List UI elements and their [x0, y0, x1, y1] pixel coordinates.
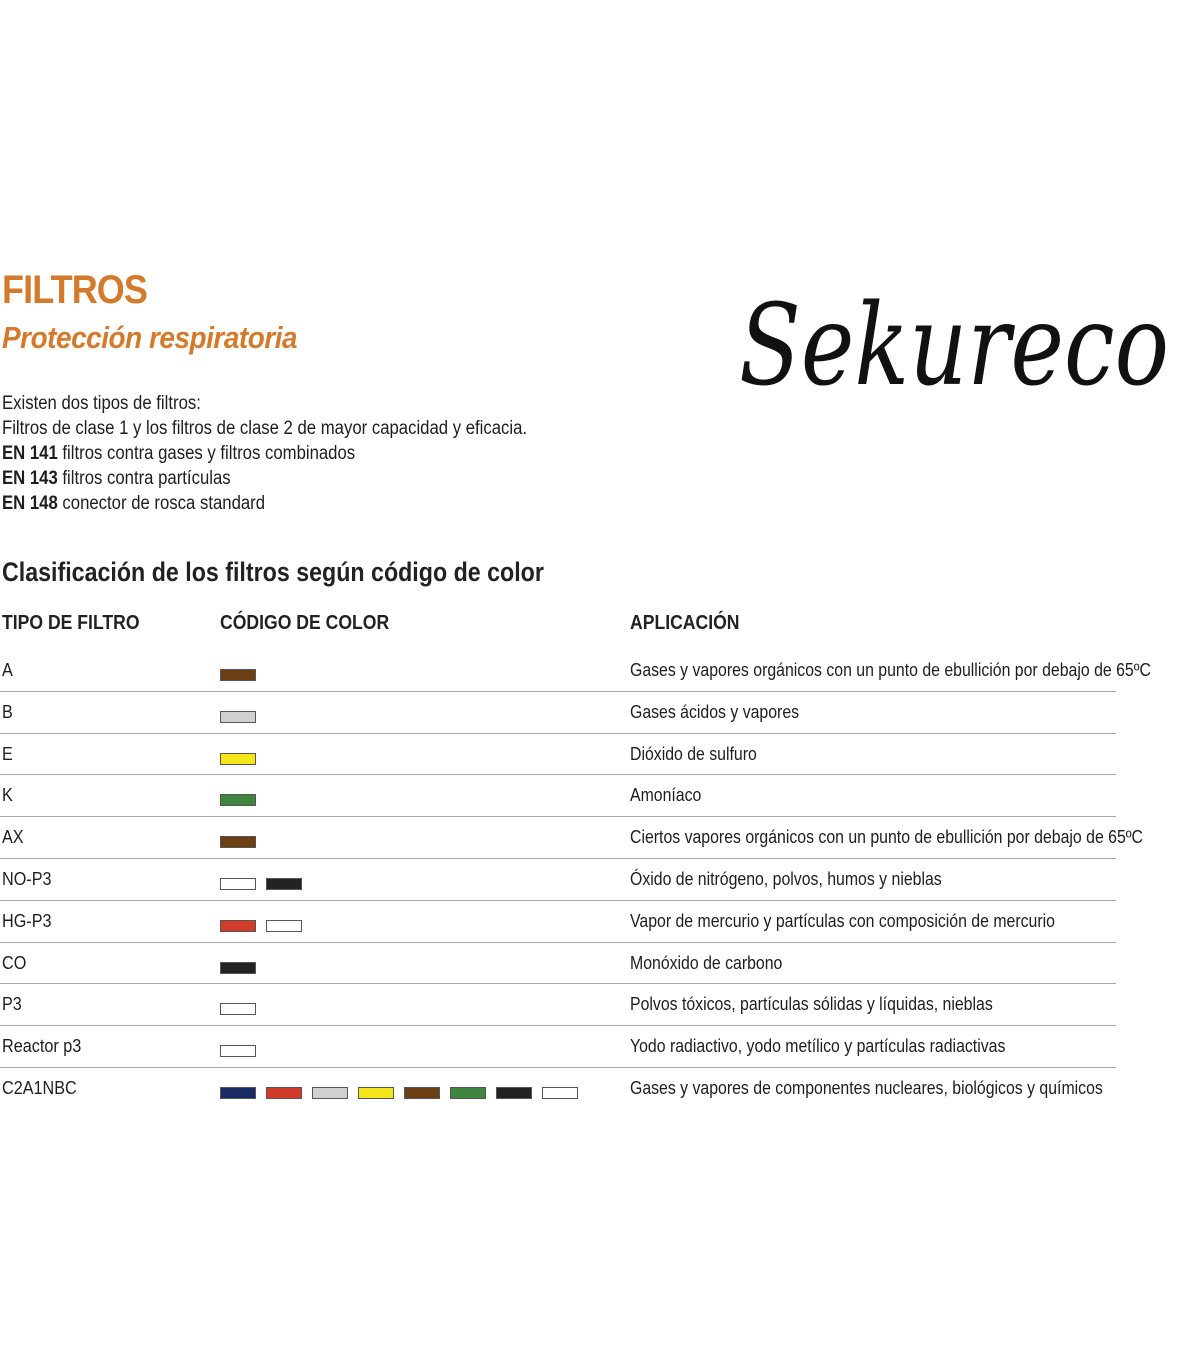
filter-application: Gases ácidos y vapores — [630, 701, 800, 722]
intro-line: Existen dos tipos de filtros: — [2, 393, 201, 414]
color-swatch — [266, 920, 302, 932]
color-code — [220, 878, 302, 890]
filter-type: B — [2, 701, 13, 722]
standard-text: filtros contra gases y filtros combinados — [57, 443, 356, 464]
color-swatch — [220, 753, 256, 765]
color-swatch — [312, 1087, 348, 1099]
column-header-type: TIPO DE FILTRO — [2, 612, 140, 634]
intro-line: Filtros de clase 1 y los filtros de clase 2 de mayor capacidad y eficacia. — [2, 418, 528, 439]
color-code — [220, 1045, 256, 1057]
filter-application: Gases y vapores orgánicos con un punto de ebullición por debajo de 65ºC — [630, 660, 1151, 680]
filter-type: Reactor p3 — [2, 1036, 82, 1057]
table-row — [0, 984, 1200, 1026]
color-swatch — [220, 669, 256, 681]
color-swatch — [220, 1087, 256, 1099]
filter-type: K — [2, 785, 13, 806]
table-row — [0, 1068, 1200, 1110]
filter-table — [0, 650, 1200, 1110]
standard-text: filtros contra partículas — [57, 468, 231, 489]
filter-type: P3 — [2, 994, 22, 1015]
page-title: FILTROS — [2, 268, 148, 312]
color-swatch — [220, 878, 256, 890]
filter-application: Óxido de nitrógeno, polvos, humos y nieblas — [630, 868, 942, 889]
standard-code: EN 143 — [2, 468, 58, 489]
table-row — [0, 901, 1200, 943]
standard-code: EN 148 — [2, 493, 58, 514]
table-row — [0, 817, 1200, 859]
column-header-application: APLICACIÓN — [630, 612, 740, 634]
filter-application: Monóxido de carbono — [630, 952, 783, 973]
filter-type: A — [2, 660, 13, 680]
filter-type: CO — [2, 952, 27, 973]
color-swatch — [450, 1087, 486, 1099]
color-swatch — [542, 1087, 578, 1099]
color-swatch — [220, 836, 256, 848]
color-swatch — [496, 1087, 532, 1099]
standard-text: conector de rosca standard — [57, 493, 266, 514]
color-swatch — [220, 1003, 256, 1015]
color-swatch — [266, 1087, 302, 1099]
table-row — [0, 943, 1200, 985]
section-title: Clasificación de los filtros según código de color — [2, 557, 544, 587]
color-swatch — [220, 1045, 256, 1057]
color-code — [220, 669, 256, 681]
filter-application: Vapor de mercurio y partículas con composición de mercurio — [630, 910, 1055, 931]
color-swatch — [220, 794, 256, 806]
color-swatch — [358, 1087, 394, 1099]
color-code — [220, 1087, 578, 1099]
filter-type: C2A1NBC — [2, 1077, 77, 1098]
color-swatch — [220, 920, 256, 932]
filter-type: AX — [2, 827, 24, 848]
color-code — [220, 711, 256, 723]
color-swatch — [404, 1087, 440, 1099]
filter-application: Yodo radiactivo, yodo metílico y partículas radiactivas — [630, 1036, 1006, 1057]
intro-text — [2, 391, 527, 516]
color-swatch — [266, 878, 302, 890]
filter-application: Polvos tóxicos, partículas sólidas y líquidas, nieblas — [630, 994, 993, 1015]
color-code — [220, 753, 256, 765]
brand-logo — [735, 272, 1175, 412]
filter-application: Gases y vapores de componentes nucleares, biológicos y químicos — [630, 1077, 1103, 1098]
table-row — [0, 859, 1200, 901]
filter-type: NO-P3 — [2, 868, 52, 889]
color-code — [220, 920, 302, 932]
column-header-color: CÓDIGO DE COLOR — [220, 612, 390, 634]
standard-line — [2, 491, 527, 516]
filter-application: Dióxido de sulfuro — [630, 743, 757, 764]
filter-application: Amoníaco — [630, 785, 702, 806]
filter-application: Ciertos vapores orgánicos con un punto de ebullición por debajo de 65ºC — [630, 827, 1143, 848]
color-swatch — [220, 962, 256, 974]
table-row — [0, 775, 1200, 817]
brand-logo-text: Sekureco — [739, 281, 1169, 411]
standard-code: EN 141 — [2, 443, 58, 464]
page-subtitle: Protección respiratoria — [2, 320, 298, 355]
color-code — [220, 962, 256, 974]
table-row — [0, 692, 1200, 734]
color-code — [220, 794, 256, 806]
filter-type: HG-P3 — [2, 910, 52, 931]
color-code — [220, 836, 256, 848]
table-row — [0, 1026, 1200, 1068]
table-row — [0, 650, 1200, 692]
table-row — [0, 734, 1200, 776]
filter-type: E — [2, 743, 13, 764]
color-code — [220, 1003, 256, 1015]
color-swatch — [220, 711, 256, 723]
standard-line — [2, 441, 527, 466]
standard-line — [2, 466, 527, 491]
